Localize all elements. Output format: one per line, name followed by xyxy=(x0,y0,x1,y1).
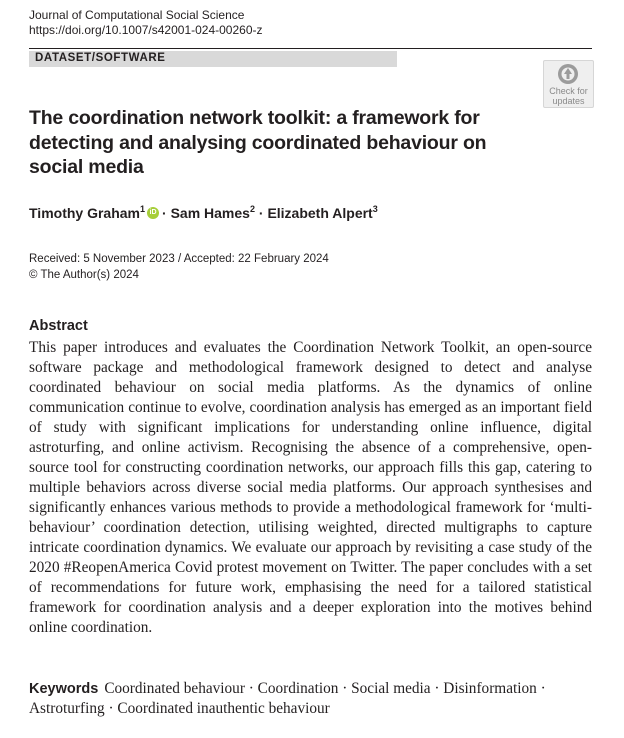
keywords-text: Coordinated behaviour · Coordination · Social media · Disinformation · Astroturfing · Coordinated inauthentic behaviour xyxy=(29,680,546,717)
received-accepted-dates: Received: 5 November 2023 / Accepted: 22 February 2024 xyxy=(29,253,329,265)
header-rule xyxy=(29,48,592,49)
check-for-updates-badge[interactable] xyxy=(543,60,594,108)
author-name: Elizabeth Alpert xyxy=(267,205,373,221)
abstract-text: This paper introduces and evaluates the Coordination Network Toolkit, an open-source software package and methodological framework designed to detect and analyse coordinated behaviour on social media platforms. As the dynamics of online communication continue to evolve, coordination analysis has emerged as an important field of study with significant implications for understanding online influence, digital astroturfing, and online activism. Recognising the absence of a comprehensive, open-source tool for constructing coordination networks, our approach fills this gap, catering to multiple behaviors across diverse social media platforms. Our approach synthesises and significantly enhances various methods to provide a methodological framework for ‘multi-behaviour’ coordination detection, utilising weighted, directed multigraphs to capture intricate coordination dynamics. We evaluate our approach by revisiting a case study of the 2020 #ReopenAmerica Covid protest movement on Twitter. The paper concludes with a set of recommendations for future work, emphasising the need for a tailored statistical framework for coordination analysis and a deeper exploration into the motives behind online coordination. xyxy=(29,339,592,636)
author-name: Sam Hames xyxy=(170,205,250,221)
orcid-icon[interactable]: iD xyxy=(147,207,159,219)
author-separator: · xyxy=(258,205,264,221)
copyright-notice: © The Author(s) 2024 xyxy=(29,269,139,281)
section-bar xyxy=(29,51,397,67)
keywords-label: Keywords xyxy=(29,681,99,697)
check-for-updates-text: Check for updates xyxy=(549,86,588,106)
author-affiliation: 2 xyxy=(249,204,255,214)
doi-link[interactable]: https://doi.org/10.1007/s42001-024-00260-z xyxy=(29,23,263,37)
author-affiliation: 3 xyxy=(372,204,378,214)
keywords-section xyxy=(29,679,592,719)
journal-name: Journal of Computational Social Science xyxy=(29,8,245,22)
author-affiliation: 1 xyxy=(140,204,146,214)
paper-title: The coordination network toolkit: a framework for detecting and analysing coordinated behaviour on social media xyxy=(29,107,487,178)
section-label: DATASET/SOFTWARE xyxy=(35,52,166,64)
journal-header xyxy=(29,8,263,38)
author-list xyxy=(29,205,378,221)
check-for-updates-icon xyxy=(557,63,579,85)
author-name: Timothy Graham xyxy=(29,205,140,221)
publication-dates xyxy=(29,251,329,283)
abstract-heading: Abstract xyxy=(29,318,88,334)
author-separator: · xyxy=(162,205,167,221)
